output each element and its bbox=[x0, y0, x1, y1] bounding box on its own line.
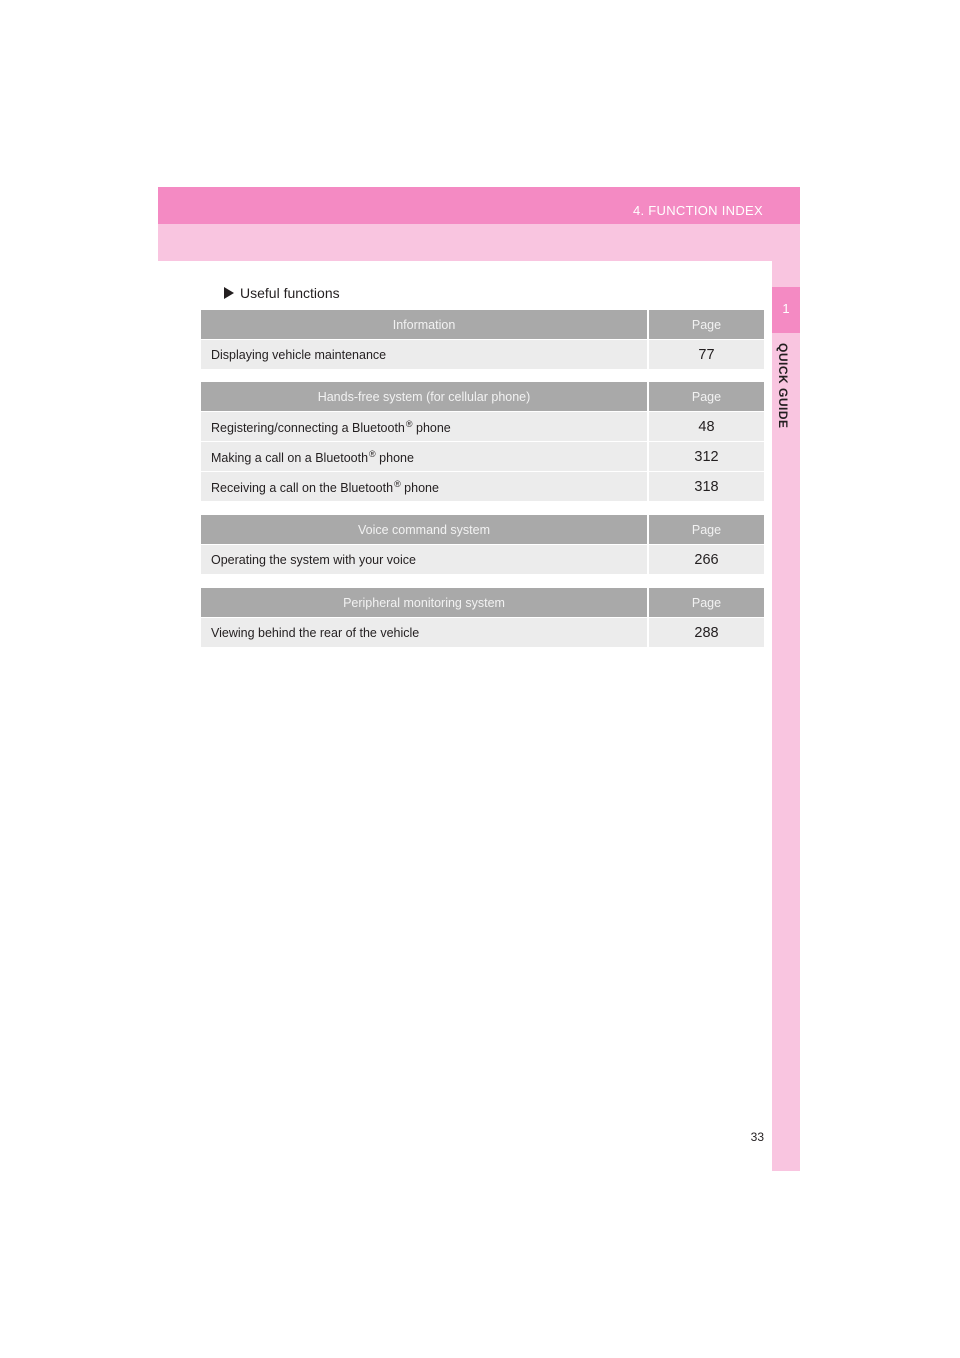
table-header-function: Information bbox=[201, 310, 648, 340]
function-cell: Viewing behind the rear of the vehicle bbox=[201, 618, 648, 648]
function-text-suffix: phone bbox=[375, 450, 414, 465]
function-text: Receiving a call on the Bluetooth bbox=[211, 480, 394, 495]
table-header-page: Page bbox=[648, 515, 764, 545]
table-header-function: Hands-free system (for cellular phone) bbox=[201, 382, 648, 412]
page-cell: 77 bbox=[648, 340, 764, 370]
hands-free-table bbox=[201, 382, 764, 502]
registered-mark: ® bbox=[394, 478, 401, 489]
function-cell bbox=[201, 472, 648, 502]
table-row bbox=[201, 442, 764, 472]
page-number: 33 bbox=[750, 1130, 764, 1144]
table-row bbox=[201, 545, 764, 575]
table-header-page: Page bbox=[648, 588, 764, 618]
registered-mark: ® bbox=[369, 448, 376, 459]
side-tab-number: 1 bbox=[782, 301, 790, 316]
table-row bbox=[201, 618, 764, 648]
page-cell: 312 bbox=[648, 442, 764, 472]
subheader-band bbox=[158, 224, 800, 261]
triangle-bullet-icon bbox=[224, 287, 234, 299]
table-header-row bbox=[201, 515, 764, 545]
voice-command-table bbox=[201, 515, 764, 575]
table-row bbox=[201, 412, 764, 442]
table-header-row bbox=[201, 382, 764, 412]
table-header-function: Peripheral monitoring system bbox=[201, 588, 648, 618]
page-cell: 318 bbox=[648, 472, 764, 502]
page-cell: 48 bbox=[648, 412, 764, 442]
table-header-row bbox=[201, 588, 764, 618]
page-cell: 288 bbox=[648, 618, 764, 648]
function-text-suffix: phone bbox=[400, 480, 439, 495]
peripheral-monitoring-table bbox=[201, 588, 764, 648]
chapter-header-band bbox=[158, 187, 800, 224]
function-cell: Displaying vehicle maintenance bbox=[201, 340, 648, 370]
function-cell bbox=[201, 412, 648, 442]
table-row bbox=[201, 472, 764, 502]
registered-mark: ® bbox=[405, 418, 413, 429]
table-row bbox=[201, 340, 764, 370]
information-table bbox=[201, 310, 764, 370]
function-cell: Operating the system with your voice bbox=[201, 545, 648, 575]
page-cell: 266 bbox=[648, 545, 764, 575]
section-heading-text: Useful functions bbox=[240, 285, 340, 301]
section-heading bbox=[224, 285, 340, 301]
side-tab-label: QUICK GUIDE bbox=[776, 343, 790, 429]
function-cell bbox=[201, 442, 648, 472]
table-header-function: Voice command system bbox=[201, 515, 648, 545]
side-tab bbox=[772, 287, 800, 333]
function-text: Making a call on a Bluetooth bbox=[211, 450, 369, 465]
function-text: Registering/connecting a Bluetooth bbox=[211, 420, 405, 435]
table-header-page: Page bbox=[648, 382, 764, 412]
table-header-page: Page bbox=[648, 310, 764, 340]
function-text-suffix: phone bbox=[412, 420, 451, 435]
chapter-title: 4. FUNCTION INDEX bbox=[632, 203, 763, 218]
table-header-row bbox=[201, 310, 764, 340]
